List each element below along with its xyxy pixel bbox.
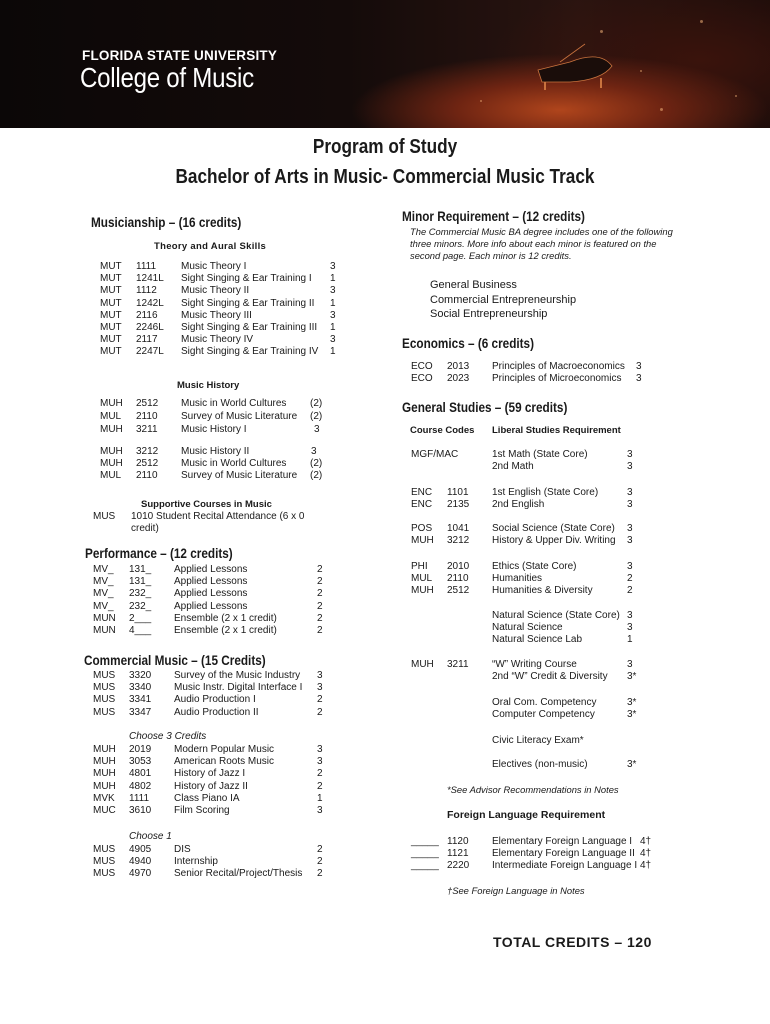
writing-credits: 3 3* (627, 659, 637, 683)
supportive-label: Supportive Courses in Music (141, 499, 272, 510)
choose-1-label: Choose 1 (129, 831, 172, 842)
foreign-prefix-list: _____ _____ _____ (411, 836, 439, 872)
electives-credits: 3* (627, 759, 637, 770)
university-name: FLORIDA STATE UNIVERSITY (82, 48, 278, 63)
commercial-a-prefix-list: MUS MUS MUS MUS (93, 670, 116, 718)
commercial-b-credit-list: 3 3 2 2 1 3 (317, 744, 323, 817)
theory-prefix-list: MUT MUT MUT MUT MUT MUT MUT MUT (100, 261, 122, 358)
theory-credit-list: 3 1 3 1 3 1 3 1 (330, 261, 336, 358)
economics-title-list: Principles of Macroeconomics Principles of Microeconomics (492, 361, 625, 385)
liberal-studies-header: Liberal Studies Requirement (492, 425, 621, 436)
commercial-a-number-list: 3320 3340 3341 3347 (129, 670, 152, 718)
title-degree: Bachelor of Arts in Music- Commercial Music Track (175, 166, 595, 188)
minor-options: General Business Commercial Entrepreneurship Social Entrepreneurship (430, 279, 577, 320)
history1-prefix-list: MUH MUL MUH (100, 398, 123, 435)
grand-piano-icon (530, 40, 620, 90)
humanities-requirements: Ethics (State Core) Humanities Humanities & Diversity (492, 561, 593, 597)
performance-credit-list: 2 2 2 2 2 2 (317, 564, 323, 637)
foreign-language-heading: Foreign Language Requirement (447, 809, 606, 821)
general-studies-heading: General Studies – (59 credits) (402, 399, 568, 415)
performance-heading: Performance – (12 credits) (85, 545, 233, 561)
commercial-c-credit-list: 2 2 2 (317, 844, 323, 880)
commercial-heading: Commercial Music – (15 Credits) (84, 652, 266, 668)
economics-prefix-list: ECO ECO (411, 361, 433, 385)
history2-credit-list: 3 (2) (2) (310, 446, 323, 482)
history2-number-list: 3212 2512 2110 (136, 446, 159, 482)
theory-title-list: Music Theory I Sight Singing & Ear Training I Music Theory II Sight Singing & Ear Training II Music Theory III Sight Singing & Ear Training III Music Theory IV Sight Singing & Ear Training IV (181, 261, 319, 358)
supportive-line1: 1010 Student Recital Attendance (6 x 0 (131, 511, 305, 522)
history1-number-list: 2512 2110 3211 (136, 398, 159, 435)
english-credits: 3 3 (627, 487, 633, 511)
musicianship-heading: Musicianship – (16 credits) (91, 214, 242, 230)
theory-label: Theory and Aural Skills (154, 241, 267, 252)
total-credits: TOTAL CREDITS – 120 (493, 934, 652, 950)
performance-number-list: 131_ 131_ 232_ 232_ 2___ 4___ (129, 564, 152, 637)
social-prefix: POS MUH (411, 523, 434, 547)
english-prefix: ENC ENC (411, 487, 433, 511)
social-credits: 3 3 (627, 523, 633, 547)
humanities-number: 2010 2110 2512 (447, 561, 470, 597)
supportive-line2: credit) (131, 523, 159, 534)
social-requirements: Social Science (State Core) History & Upper Div. Writing (492, 523, 616, 547)
writing-prefix: MUH (411, 659, 434, 670)
performance-prefix-list: MV_ MV_ MV_ MV_ MUN MUN (93, 564, 116, 637)
commercial-b-title-list: Modern Popular Music American Roots Music History of Jazz I History of Jazz II Class Piano IA Film Scoring (174, 744, 275, 817)
advisor-note: *See Advisor Recommendations in Notes (447, 784, 619, 795)
economics-number-list: 2013 2023 (447, 361, 470, 385)
commercial-b-number-list: 2019 3053 4801 4802 1111 3610 (129, 744, 152, 817)
course-codes-header: Course Codes (410, 425, 475, 436)
commercial-c-number-list: 4905 4940 4970 (129, 844, 152, 880)
college-name: College of Music (80, 62, 254, 93)
economics-credit-list: 3 3 (636, 361, 642, 385)
header-banner (0, 0, 770, 128)
commercial-c-prefix-list: MUS MUS MUS (93, 844, 116, 880)
math-requirements: 1st Math (State Core) 2nd Math (492, 449, 588, 473)
history1-credit-list: (2) (2) 3 (310, 398, 323, 435)
history2-prefix-list: MUH MUH MUL (100, 446, 123, 482)
civic-literacy: Civic Literacy Exam* (492, 735, 584, 746)
foreign-credit-list: 4† 4† 4† (640, 836, 652, 872)
economics-heading: Economics – (6 credits) (402, 335, 535, 351)
competency-requirements: Oral Com. Competency Computer Competency (492, 697, 597, 721)
foreign-language-note: †See Foreign Language in Notes (447, 885, 585, 896)
history-label: Music History (177, 380, 240, 391)
commercial-c-title-list: DIS Internship Senior Recital/Project/Thesis (174, 844, 303, 880)
supportive-prefix: MUS (93, 511, 116, 522)
history1-title-list: Music in World Cultures Survey of Music Literature Music History I (181, 398, 298, 435)
choose-3-label: Choose 3 Credits (129, 731, 207, 742)
writing-requirements: “W” Writing Course 2nd “W” Credit & Diversity (492, 659, 608, 683)
english-number: 1101 2135 (447, 487, 470, 511)
math-code: MGF/MAC (411, 449, 459, 460)
math-credits: 3 3 (627, 449, 633, 473)
natural-science-credits: 3 3 1 (627, 610, 633, 646)
competency-credits: 3* 3* (627, 697, 637, 721)
humanities-prefix: PHI MUL MUH (411, 561, 434, 597)
english-requirements: 1st English (State Core) 2nd English (492, 487, 599, 511)
performance-title-list: Applied Lessons Applied Lessons Applied Lessons Applied Lessons Ensemble (2 x 1 credit) Ensemble (2 x 1 credit) (174, 564, 277, 637)
foreign-title-list: Elementary Foreign Language I Elementary Foreign Language II Intermediate Foreign Language I (492, 836, 638, 872)
humanities-credits: 3 2 2 (627, 561, 633, 597)
commercial-a-title-list: Survey of the Music Industry Music Instr. Digital Interface I Audio Production I Audio Production II (174, 670, 303, 718)
natural-science-requirements: Natural Science (State Core) Natural Science Natural Science Lab (492, 610, 620, 646)
commercial-a-credit-list: 3 3 2 2 (317, 670, 323, 718)
minor-description: The Commercial Music BA degree includes one of the following three minors. More info about each minor is featured on the second page. Each minor is 12 credits. (410, 226, 673, 262)
electives: Electives (non-music) (492, 759, 588, 770)
history2-title-list: Music History II Music in World Cultures Survey of Music Literature (181, 446, 298, 482)
foreign-number-list: 1120 1121 2220 (447, 836, 470, 872)
social-number: 1041 3212 (447, 523, 470, 547)
writing-number: 3211 (447, 659, 469, 670)
commercial-b-prefix-list: MUH MUH MUH MUH MVK MUC (93, 744, 116, 817)
theory-number-list: 1111 1241L 1112 1242L 2116 2246L 2117 2247L (136, 261, 164, 358)
minor-heading: Minor Requirement – (12 credits) (402, 208, 585, 224)
title-program-of-study: Program of Study (312, 136, 458, 158)
